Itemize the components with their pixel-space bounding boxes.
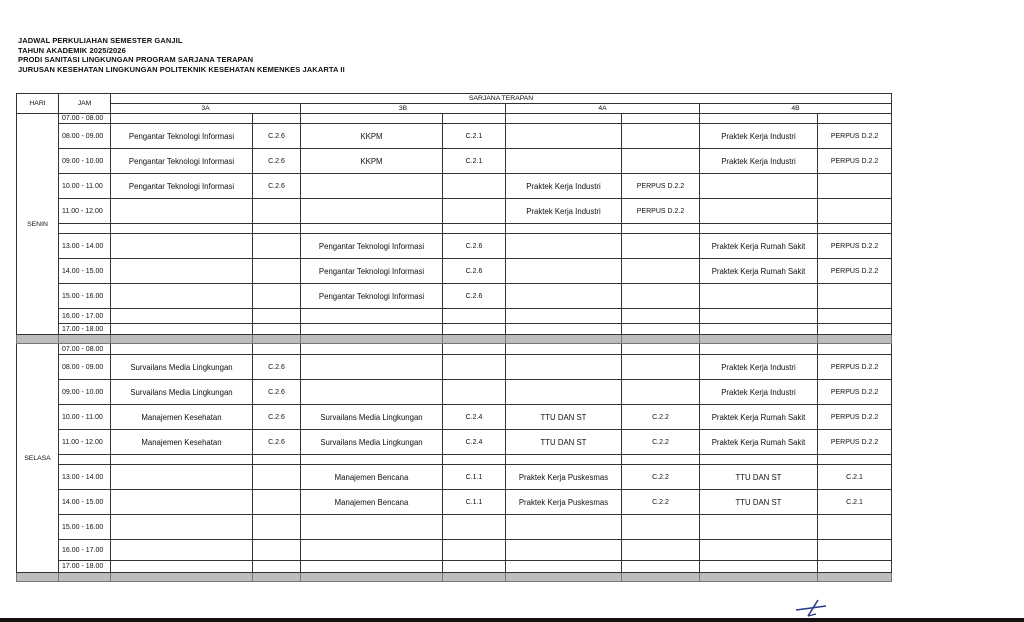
header-row-group — [17, 94, 892, 104]
table-row — [17, 124, 892, 149]
course-cell — [700, 344, 818, 355]
col-header-class-3a: 3A — [111, 104, 301, 114]
course-cell — [700, 284, 818, 309]
room-cell — [253, 344, 301, 355]
room-cell: C.2.2 — [622, 405, 700, 430]
course-cell: Praktek Kerja Industri — [700, 149, 818, 174]
col-header-class-4b: 4B — [700, 104, 892, 114]
table-row — [17, 259, 892, 284]
table-row — [17, 234, 892, 259]
room-cell: PERPUS D.2.2 — [818, 149, 892, 174]
table-row — [17, 430, 892, 455]
course-cell — [301, 224, 443, 234]
course-cell: Survailans Media Lingkungan — [111, 380, 253, 405]
room-cell: C.2.6 — [253, 149, 301, 174]
room-cell: C.2.2 — [622, 490, 700, 515]
separator-cell — [818, 335, 892, 344]
room-cell: C.2.1 — [443, 124, 506, 149]
course-cell — [506, 380, 622, 405]
time-cell: 09.00 - 10.00 — [59, 380, 111, 405]
course-cell: Praktek Kerja Puskesmas — [506, 490, 622, 515]
room-cell: C.2.1 — [818, 490, 892, 515]
room-cell — [253, 259, 301, 284]
room-cell — [253, 465, 301, 490]
room-cell — [622, 540, 700, 561]
course-cell — [506, 259, 622, 284]
day-separator — [17, 335, 892, 344]
course-cell: Manajemen Bencana — [301, 465, 443, 490]
room-cell: PERPUS D.2.2 — [818, 430, 892, 455]
room-cell — [622, 561, 700, 573]
course-cell — [506, 309, 622, 324]
room-cell — [443, 224, 506, 234]
course-cell — [301, 455, 443, 465]
separator-cell — [443, 335, 506, 344]
room-cell — [622, 309, 700, 324]
table-row — [17, 490, 892, 515]
day-separator — [17, 573, 892, 582]
room-cell — [622, 515, 700, 540]
course-cell: Pengantar Teknologi Informasi — [111, 124, 253, 149]
course-cell — [301, 515, 443, 540]
time-cell: 15.00 - 16.00 — [59, 515, 111, 540]
time-cell: 16.00 - 17.00 — [59, 540, 111, 561]
separator-cell — [700, 573, 818, 582]
table-row — [17, 224, 892, 234]
room-cell: PERPUS D.2.2 — [818, 380, 892, 405]
course-cell: Praktek Kerja Puskesmas — [506, 465, 622, 490]
room-cell — [253, 490, 301, 515]
table-row — [17, 455, 892, 465]
room-cell: C.2.6 — [253, 405, 301, 430]
course-cell — [700, 540, 818, 561]
room-cell — [818, 199, 892, 224]
course-cell — [111, 284, 253, 309]
course-cell — [700, 324, 818, 335]
course-cell — [506, 234, 622, 259]
course-cell — [506, 324, 622, 335]
col-header-class-3b: 3B — [301, 104, 506, 114]
course-cell — [506, 515, 622, 540]
course-cell — [301, 174, 443, 199]
course-cell: TTU DAN ST — [506, 430, 622, 455]
room-cell — [622, 124, 700, 149]
separator-cell — [111, 573, 253, 582]
table-row — [17, 324, 892, 335]
course-cell: Pengantar Teknologi Informasi — [301, 284, 443, 309]
course-cell — [700, 455, 818, 465]
room-cell — [818, 344, 892, 355]
course-cell — [700, 224, 818, 234]
course-cell: KKPM — [301, 124, 443, 149]
separator-cell — [17, 335, 59, 344]
room-cell — [622, 380, 700, 405]
course-cell — [111, 455, 253, 465]
col-header-hari: HARI — [17, 94, 59, 114]
room-cell — [818, 561, 892, 573]
col-header-group: SARJANA TERAPAN — [111, 94, 892, 104]
course-cell — [506, 344, 622, 355]
course-cell — [301, 324, 443, 335]
room-cell: PERPUS D.2.2 — [818, 124, 892, 149]
room-cell: C.2.6 — [253, 124, 301, 149]
time-cell: 17.00 - 18.00 — [59, 561, 111, 573]
room-cell: C.2.6 — [443, 284, 506, 309]
room-cell — [622, 344, 700, 355]
room-cell — [253, 309, 301, 324]
course-cell — [111, 309, 253, 324]
room-cell — [622, 259, 700, 284]
room-cell: C.2.1 — [443, 149, 506, 174]
room-cell: PERPUS D.2.2 — [622, 174, 700, 199]
course-cell: Manajemen Bencana — [301, 490, 443, 515]
course-cell: Survailans Media Lingkungan — [301, 405, 443, 430]
header-department: JURUSAN KESEHATAN LINGKUNGAN POLITEKNIK KESEHATAN KEMENKES JAKARTA II — [18, 64, 345, 74]
time-cell: 11.00 - 12.00 — [59, 199, 111, 224]
time-cell: 10.00 - 11.00 — [59, 174, 111, 199]
time-cell — [59, 224, 111, 234]
table-row — [17, 515, 892, 540]
signature-mark — [792, 598, 832, 618]
room-cell: C.2.6 — [253, 174, 301, 199]
room-cell — [622, 234, 700, 259]
room-cell: C.2.4 — [443, 405, 506, 430]
course-cell: Pengantar Teknologi Informasi — [111, 174, 253, 199]
room-cell: PERPUS D.2.2 — [818, 259, 892, 284]
room-cell: PERPUS D.2.2 — [818, 234, 892, 259]
separator-cell — [622, 335, 700, 344]
room-cell: PERPUS D.2.2 — [622, 199, 700, 224]
course-cell: Manajemen Kesehatan — [111, 405, 253, 430]
room-cell — [443, 540, 506, 561]
room-cell: PERPUS D.2.2 — [818, 355, 892, 380]
course-cell — [111, 199, 253, 224]
room-cell — [818, 515, 892, 540]
table-row — [17, 114, 892, 124]
room-cell — [818, 324, 892, 335]
course-cell — [301, 199, 443, 224]
table-row — [17, 199, 892, 224]
course-cell — [111, 344, 253, 355]
room-cell — [622, 224, 700, 234]
scan-edge — [0, 618, 1024, 622]
room-cell — [253, 114, 301, 124]
table-row — [17, 405, 892, 430]
room-cell — [818, 114, 892, 124]
course-cell — [301, 309, 443, 324]
course-cell — [111, 234, 253, 259]
room-cell: C.2.2 — [622, 465, 700, 490]
separator-cell — [301, 335, 443, 344]
header-program: PRODI SANITASI LINGKUNGAN PROGRAM SARJANA TERAPAN — [18, 55, 254, 65]
course-cell — [506, 114, 622, 124]
separator-cell — [59, 573, 111, 582]
course-cell — [111, 114, 253, 124]
course-cell — [700, 114, 818, 124]
room-cell — [818, 309, 892, 324]
room-cell — [443, 380, 506, 405]
time-cell: 14.00 - 15.00 — [59, 259, 111, 284]
room-cell: C.2.1 — [818, 465, 892, 490]
separator-cell — [622, 573, 700, 582]
course-cell — [700, 199, 818, 224]
room-cell — [622, 455, 700, 465]
course-cell: KKPM — [301, 149, 443, 174]
table-row — [17, 344, 892, 355]
room-cell — [443, 455, 506, 465]
room-cell — [622, 284, 700, 309]
time-cell: 14.00 - 15.00 — [59, 490, 111, 515]
room-cell — [253, 199, 301, 224]
course-cell — [301, 114, 443, 124]
room-cell — [443, 114, 506, 124]
time-cell: 15.00 - 16.00 — [59, 284, 111, 309]
table-row — [17, 380, 892, 405]
separator-cell — [301, 573, 443, 582]
room-cell — [622, 324, 700, 335]
course-cell: Praktek Kerja Industri — [506, 199, 622, 224]
table-row — [17, 355, 892, 380]
table-row — [17, 174, 892, 199]
course-cell — [111, 561, 253, 573]
separator-cell — [17, 573, 59, 582]
room-cell — [443, 355, 506, 380]
course-cell — [700, 309, 818, 324]
course-cell: TTU DAN ST — [700, 465, 818, 490]
course-cell — [301, 344, 443, 355]
course-cell: Pengantar Teknologi Informasi — [111, 149, 253, 174]
room-cell — [253, 234, 301, 259]
table-row — [17, 284, 892, 309]
table-row — [17, 149, 892, 174]
separator-cell — [818, 573, 892, 582]
room-cell — [253, 324, 301, 335]
course-cell — [700, 515, 818, 540]
room-cell — [443, 199, 506, 224]
course-cell — [506, 455, 622, 465]
room-cell: C.2.6 — [253, 380, 301, 405]
room-cell — [818, 284, 892, 309]
course-cell: Praktek Kerja Rumah Sakit — [700, 234, 818, 259]
course-cell: Pengantar Teknologi Informasi — [301, 234, 443, 259]
course-cell — [111, 224, 253, 234]
col-header-jam: JAM — [59, 94, 111, 114]
room-cell — [253, 515, 301, 540]
course-cell — [111, 324, 253, 335]
room-cell: C.1.1 — [443, 490, 506, 515]
room-cell — [443, 344, 506, 355]
room-cell — [818, 174, 892, 199]
course-cell — [506, 561, 622, 573]
room-cell: C.2.6 — [443, 259, 506, 284]
day-cell: SELASA — [17, 344, 59, 573]
course-cell — [301, 380, 443, 405]
course-cell — [700, 174, 818, 199]
time-cell: 16.00 - 17.00 — [59, 309, 111, 324]
course-cell: Praktek Kerja Industri — [506, 174, 622, 199]
table-row — [17, 309, 892, 324]
course-cell: Pengantar Teknologi Informasi — [301, 259, 443, 284]
course-cell: Praktek Kerja Industri — [700, 380, 818, 405]
course-cell: Praktek Kerja Rumah Sakit — [700, 259, 818, 284]
course-cell — [506, 149, 622, 174]
room-cell — [443, 561, 506, 573]
separator-cell — [700, 335, 818, 344]
room-cell — [818, 455, 892, 465]
course-cell — [301, 540, 443, 561]
time-cell: 17.00 - 18.00 — [59, 324, 111, 335]
course-cell — [301, 355, 443, 380]
table-row — [17, 465, 892, 490]
time-cell: 09.00 - 10.00 — [59, 149, 111, 174]
course-cell — [111, 490, 253, 515]
time-cell: 08.00 - 09.00 — [59, 355, 111, 380]
room-cell — [253, 224, 301, 234]
room-cell — [253, 561, 301, 573]
room-cell: C.1.1 — [443, 465, 506, 490]
time-cell — [59, 455, 111, 465]
time-cell: 07.00 - 08.00 — [59, 114, 111, 124]
course-cell — [506, 540, 622, 561]
course-cell: Survailans Media Lingkungan — [111, 355, 253, 380]
course-cell: Manajemen Kesehatan — [111, 430, 253, 455]
time-cell: 13.00 - 14.00 — [59, 234, 111, 259]
course-cell: TTU DAN ST — [700, 490, 818, 515]
separator-cell — [443, 573, 506, 582]
room-cell: C.2.6 — [253, 355, 301, 380]
room-cell — [253, 540, 301, 561]
course-cell — [111, 259, 253, 284]
time-cell: 13.00 - 14.00 — [59, 465, 111, 490]
course-cell: Survailans Media Lingkungan — [301, 430, 443, 455]
course-cell — [506, 355, 622, 380]
separator-cell — [59, 335, 111, 344]
room-cell — [253, 455, 301, 465]
room-cell — [443, 309, 506, 324]
room-cell: C.2.2 — [622, 430, 700, 455]
course-cell — [506, 224, 622, 234]
time-cell: 11.00 - 12.00 — [59, 430, 111, 455]
course-cell — [506, 284, 622, 309]
course-cell — [700, 561, 818, 573]
table-row — [17, 561, 892, 573]
separator-cell — [506, 573, 622, 582]
course-cell — [301, 561, 443, 573]
course-cell: TTU DAN ST — [506, 405, 622, 430]
room-cell — [818, 224, 892, 234]
document-header — [18, 36, 345, 74]
course-cell — [506, 124, 622, 149]
room-cell: C.2.4 — [443, 430, 506, 455]
separator-cell — [253, 573, 301, 582]
separator-cell — [506, 335, 622, 344]
room-cell — [622, 149, 700, 174]
day-cell: SENIN — [17, 114, 59, 335]
col-header-class-4a: 4A — [506, 104, 700, 114]
room-cell: C.2.6 — [443, 234, 506, 259]
room-cell — [253, 284, 301, 309]
separator-cell — [111, 335, 253, 344]
time-cell: 08.00 - 09.00 — [59, 124, 111, 149]
room-cell — [818, 540, 892, 561]
room-cell — [443, 515, 506, 540]
room-cell — [622, 355, 700, 380]
course-cell: Praktek Kerja Industri — [700, 355, 818, 380]
room-cell — [443, 174, 506, 199]
room-cell: PERPUS D.2.2 — [818, 405, 892, 430]
course-cell — [111, 465, 253, 490]
table-row — [17, 540, 892, 561]
course-cell — [111, 540, 253, 561]
course-cell — [111, 515, 253, 540]
time-cell: 10.00 - 11.00 — [59, 405, 111, 430]
schedule-table — [16, 93, 892, 582]
course-cell: Praktek Kerja Industri — [700, 124, 818, 149]
course-cell: Praktek Kerja Rumah Sakit — [700, 405, 818, 430]
room-cell: C.2.6 — [253, 430, 301, 455]
header-academic-year: TAHUN AKADEMIK 2025/2026 — [18, 45, 126, 55]
time-cell: 07.00 - 08.00 — [59, 344, 111, 355]
room-cell — [443, 324, 506, 335]
header-title: JADWAL PERKULIAHAN SEMESTER GANJIL — [18, 36, 183, 45]
separator-cell — [253, 335, 301, 344]
room-cell — [622, 114, 700, 124]
course-cell: Praktek Kerja Rumah Sakit — [700, 430, 818, 455]
header-row-classes — [17, 104, 892, 114]
